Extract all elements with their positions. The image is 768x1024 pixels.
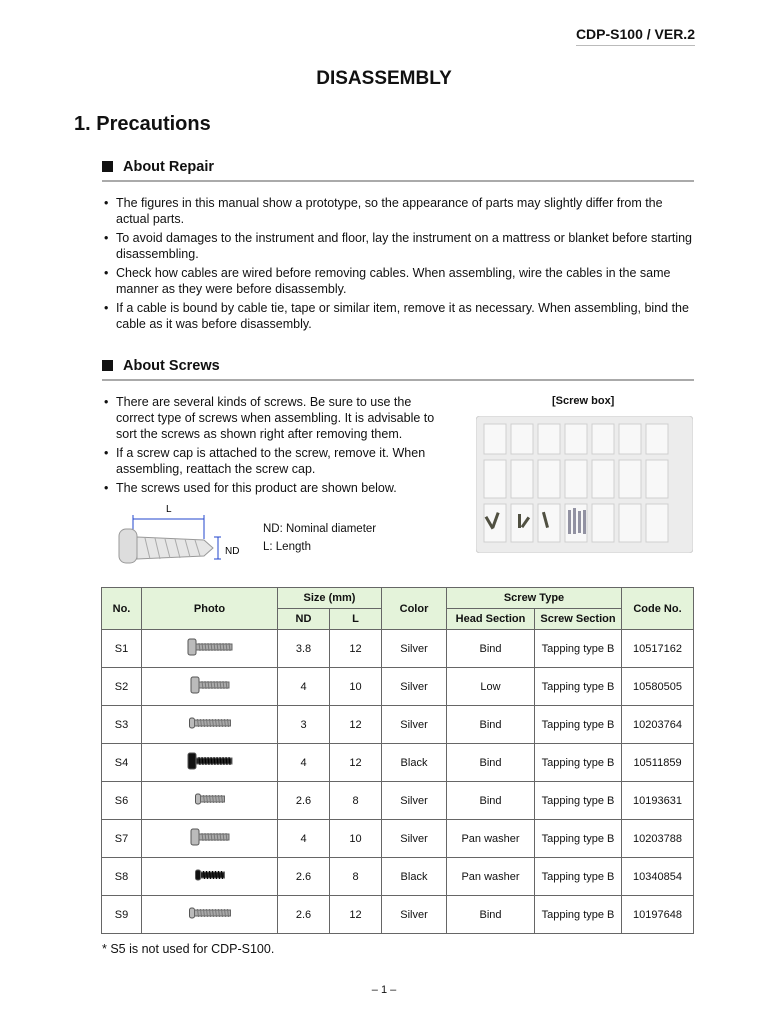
cell-screw-section: Tapping type B	[535, 858, 622, 896]
about-repair-list	[102, 195, 692, 335]
screw-photo	[142, 896, 278, 934]
cell-l: 12	[330, 706, 382, 744]
cell-color: Silver	[382, 896, 447, 934]
cell-no: S2	[102, 668, 142, 706]
cell-head-section: Bind	[447, 744, 535, 782]
page-title: DISASSEMBLY	[316, 68, 452, 89]
header-screw-section: Screw Section	[535, 609, 622, 630]
header-screw-type: Screw Type	[447, 588, 622, 609]
list-item: • If a cable is bound by cable tie, tape or similar item, remove it as necessary. When assembling, bind the cable as it was before disassembly.	[102, 300, 692, 332]
about-screws-heading	[102, 358, 694, 381]
screw-box-caption: [Screw box]	[552, 395, 615, 407]
about-screws-heading-text: About Screws	[123, 358, 220, 374]
header-head-section: Head Section	[447, 609, 535, 630]
cell-head-section: Low	[447, 668, 535, 706]
header-no: No.	[102, 588, 142, 630]
cell-nd: 4	[278, 744, 330, 782]
page-number: – 1 –	[371, 984, 397, 996]
legend-nd: ND: Nominal diameter	[263, 523, 377, 535]
cell-screw-section: Tapping type B	[535, 706, 622, 744]
cell-screw-section: Tapping type B	[535, 820, 622, 858]
screw-icon	[180, 712, 240, 734]
cell-code: 10203764	[622, 706, 694, 744]
cell-no: S1	[102, 630, 142, 668]
screw-table-body	[102, 630, 694, 934]
cell-l: 10	[330, 668, 382, 706]
screw-icon	[180, 750, 240, 772]
about-screws-list	[102, 394, 452, 499]
list-item: • To avoid damages to the instrument and floor, lay the instrument on a mattress or blanket before starting disassembling.	[102, 230, 692, 262]
cell-nd: 2.6	[278, 896, 330, 934]
table-row	[102, 858, 694, 896]
screw-photo	[142, 820, 278, 858]
cell-code: 10340854	[622, 858, 694, 896]
cell-screw-section: Tapping type B	[535, 896, 622, 934]
cell-nd: 2.6	[278, 858, 330, 896]
table-row	[102, 744, 694, 782]
screw-icon	[180, 864, 240, 886]
cell-color: Black	[382, 744, 447, 782]
cell-l: 8	[330, 858, 382, 896]
cell-head-section: Pan washer	[447, 858, 535, 896]
header-code: Code No.	[622, 588, 694, 630]
table-row	[102, 668, 694, 706]
cell-screw-section: Tapping type B	[535, 630, 622, 668]
screw-box-image	[476, 416, 693, 553]
cell-l: 12	[330, 744, 382, 782]
cell-color: Silver	[382, 630, 447, 668]
legend-l: L: Length	[263, 541, 311, 553]
footnote: * S5 is not used for CDP-S100.	[102, 942, 275, 956]
screw-photo	[142, 706, 278, 744]
list-item: • The figures in this manual show a prototype, so the appearance of parts may slightly differ from the actual parts.	[102, 195, 692, 227]
header-color: Color	[382, 588, 447, 630]
screw-photo	[142, 858, 278, 896]
table-row	[102, 820, 694, 858]
cell-nd: 3.8	[278, 630, 330, 668]
cell-color: Silver	[382, 782, 447, 820]
cell-no: S8	[102, 858, 142, 896]
cell-no: S9	[102, 896, 142, 934]
table-row	[102, 706, 694, 744]
cell-code: 10580505	[622, 668, 694, 706]
cell-no: S4	[102, 744, 142, 782]
cell-head-section: Bind	[447, 896, 535, 934]
cell-l: 12	[330, 896, 382, 934]
cell-color: Silver	[382, 820, 447, 858]
screw-photo	[142, 744, 278, 782]
cell-nd: 2.6	[278, 782, 330, 820]
cell-nd: 4	[278, 668, 330, 706]
cell-code: 10197648	[622, 896, 694, 934]
cell-head-section: Bind	[447, 782, 535, 820]
cell-head-section: Bind	[447, 630, 535, 668]
table-row	[102, 782, 694, 820]
square-bullet-icon	[102, 161, 113, 172]
screw-icon	[180, 636, 240, 658]
screw-photo	[142, 630, 278, 668]
screw-icon	[180, 902, 240, 924]
screw-icon	[180, 674, 240, 696]
cell-l: 8	[330, 782, 382, 820]
screw-table	[101, 587, 694, 934]
about-repair-heading-text: About Repair	[123, 159, 215, 175]
header-l: L	[330, 609, 382, 630]
label-l: L	[166, 504, 172, 515]
cell-no: S3	[102, 706, 142, 744]
square-bullet-icon	[102, 360, 113, 371]
list-item: • If a screw cap is attached to the screw, remove it. When assembling, reattach the screw cap.	[102, 445, 452, 477]
cell-code: 10511859	[622, 744, 694, 782]
cell-screw-section: Tapping type B	[535, 668, 622, 706]
list-item: • Check how cables are wired before removing cables. When assembling, wire the cables in the same manner as they were before disassembly.	[102, 265, 692, 297]
list-item: • The screws used for this product are shown below.	[102, 480, 452, 496]
screw-photo	[142, 782, 278, 820]
table-row	[102, 896, 694, 934]
cell-no: S7	[102, 820, 142, 858]
cell-nd: 4	[278, 820, 330, 858]
screw-photo	[142, 668, 278, 706]
section-heading: 1. Precautions	[74, 113, 211, 135]
cell-no: S6	[102, 782, 142, 820]
cell-screw-section: Tapping type B	[535, 744, 622, 782]
cell-head-section: Pan washer	[447, 820, 535, 858]
screw-icon	[180, 788, 240, 810]
about-repair-heading	[102, 159, 694, 182]
cell-color: Silver	[382, 706, 447, 744]
screw-icon	[180, 826, 240, 848]
cell-color: Silver	[382, 668, 447, 706]
header-photo: Photo	[142, 588, 278, 630]
cell-nd: 3	[278, 706, 330, 744]
cell-code: 10203788	[622, 820, 694, 858]
cell-l: 10	[330, 820, 382, 858]
header-size: Size (mm)	[278, 588, 382, 609]
model-version: CDP-S100 / VER.2	[576, 26, 695, 46]
table-row	[102, 630, 694, 668]
cell-l: 12	[330, 630, 382, 668]
cell-code: 10193631	[622, 782, 694, 820]
screw-dimension-diagram	[115, 503, 315, 573]
cell-head-section: Bind	[447, 706, 535, 744]
cell-screw-section: Tapping type B	[535, 782, 622, 820]
cell-code: 10517162	[622, 630, 694, 668]
label-nd: ND	[225, 546, 240, 557]
header-nd: ND	[278, 609, 330, 630]
cell-color: Black	[382, 858, 447, 896]
list-item: • There are several kinds of screws. Be sure to use the correct type of screws when assembling. It is advisable to sort the screws as shown right after removing them.	[102, 394, 452, 442]
